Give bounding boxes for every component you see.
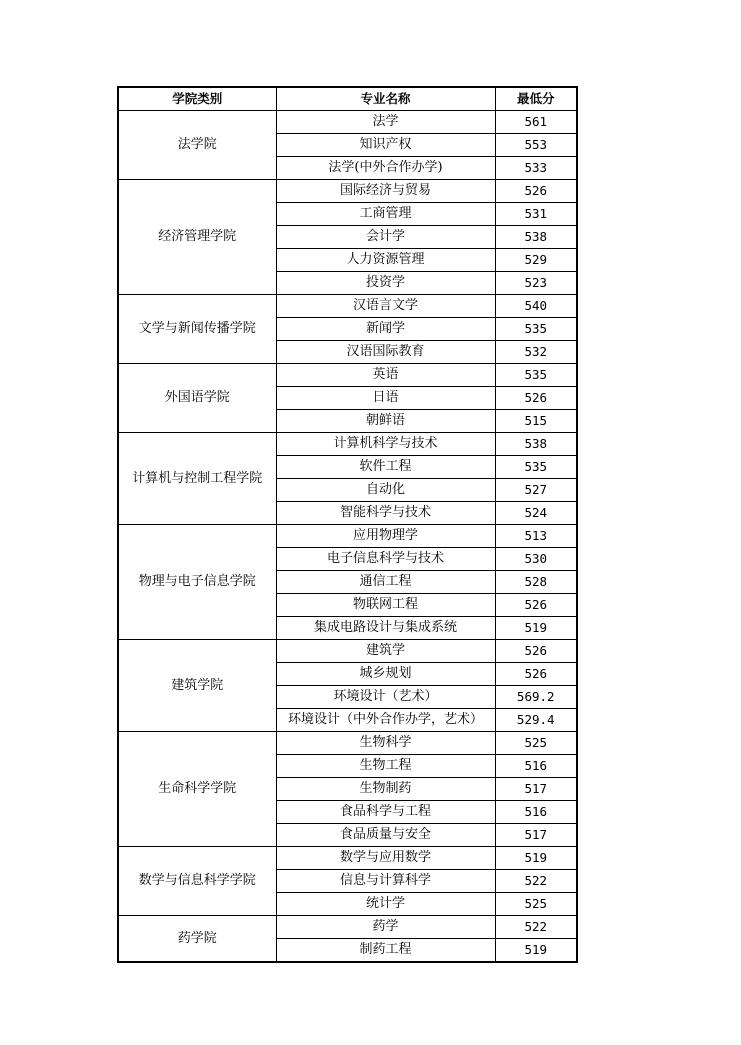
min-score: 519 [495,847,577,870]
major-name: 生物科学 [276,732,495,755]
table-row [118,640,577,663]
college-name: 生命科学学院 [118,732,276,847]
major-name: 制药工程 [276,939,495,963]
college-name: 外国语学院 [118,364,276,433]
college-name: 数学与信息科学学院 [118,847,276,916]
table-row [118,111,577,134]
min-score: 524 [495,502,577,525]
major-name: 生物工程 [276,755,495,778]
min-score: 527 [495,479,577,502]
major-name: 数学与应用数学 [276,847,495,870]
min-score: 525 [495,893,577,916]
major-name: 汉语言文学 [276,295,495,318]
college-name: 建筑学院 [118,640,276,732]
min-score: 538 [495,433,577,456]
min-score: 517 [495,824,577,847]
header-college: 学院类别 [118,87,276,111]
min-score: 528 [495,571,577,594]
min-score: 540 [495,295,577,318]
major-name: 集成电路设计与集成系统 [276,617,495,640]
major-name: 投资学 [276,272,495,295]
college-name: 法学院 [118,111,276,180]
min-score: 535 [495,318,577,341]
min-score: 530 [495,548,577,571]
min-score: 531 [495,203,577,226]
major-name: 信息与计算科学 [276,870,495,893]
college-name: 物理与电子信息学院 [118,525,276,640]
min-score: 523 [495,272,577,295]
major-name: 软件工程 [276,456,495,479]
major-name: 环境设计（艺术） [276,686,495,709]
min-score: 513 [495,525,577,548]
major-name: 食品科学与工程 [276,801,495,824]
table-row [118,364,577,387]
major-name: 建筑学 [276,640,495,663]
major-name: 通信工程 [276,571,495,594]
major-name: 计算机科学与技术 [276,433,495,456]
table-row [118,916,577,939]
min-score: 535 [495,456,577,479]
header-row [118,87,577,111]
table-row [118,433,577,456]
major-name: 生物制药 [276,778,495,801]
table-row [118,847,577,870]
major-name: 城乡规划 [276,663,495,686]
min-score: 517 [495,778,577,801]
min-score: 553 [495,134,577,157]
table-row [118,732,577,755]
major-name: 法学(中外合作办学) [276,157,495,180]
min-score: 526 [495,387,577,410]
min-score: 516 [495,801,577,824]
major-name: 药学 [276,916,495,939]
table-body [118,111,577,963]
min-score: 535 [495,364,577,387]
table-row [118,180,577,203]
major-name: 日语 [276,387,495,410]
header-min-score: 最低分 [495,87,577,111]
min-score: 529 [495,249,577,272]
college-name: 药学院 [118,916,276,963]
major-name: 会计学 [276,226,495,249]
min-score: 538 [495,226,577,249]
min-score: 515 [495,410,577,433]
admission-score-table [117,86,578,963]
major-name: 环境设计（中外合作办学，艺术） [276,709,495,732]
min-score: 532 [495,341,577,364]
college-name: 计算机与控制工程学院 [118,433,276,525]
major-name: 应用物理学 [276,525,495,548]
table-row [118,295,577,318]
college-name: 经济管理学院 [118,180,276,295]
min-score: 526 [495,180,577,203]
major-name: 知识产权 [276,134,495,157]
major-name: 自动化 [276,479,495,502]
min-score: 516 [495,755,577,778]
major-name: 电子信息科学与技术 [276,548,495,571]
major-name: 统计学 [276,893,495,916]
major-name: 新闻学 [276,318,495,341]
college-name: 文学与新闻传播学院 [118,295,276,364]
major-name: 工商管理 [276,203,495,226]
min-score: 529.4 [495,709,577,732]
min-score: 519 [495,617,577,640]
table-row [118,525,577,548]
min-score: 526 [495,594,577,617]
header-major: 专业名称 [276,87,495,111]
major-name: 食品质量与安全 [276,824,495,847]
major-name: 朝鲜语 [276,410,495,433]
min-score: 569.2 [495,686,577,709]
min-score: 526 [495,663,577,686]
min-score: 533 [495,157,577,180]
major-name: 英语 [276,364,495,387]
min-score: 522 [495,870,577,893]
min-score: 519 [495,939,577,963]
min-score: 522 [495,916,577,939]
major-name: 汉语国际教育 [276,341,495,364]
min-score: 525 [495,732,577,755]
major-name: 法学 [276,111,495,134]
major-name: 物联网工程 [276,594,495,617]
min-score: 526 [495,640,577,663]
min-score: 561 [495,111,577,134]
major-name: 国际经济与贸易 [276,180,495,203]
major-name: 人力资源管理 [276,249,495,272]
major-name: 智能科学与技术 [276,502,495,525]
